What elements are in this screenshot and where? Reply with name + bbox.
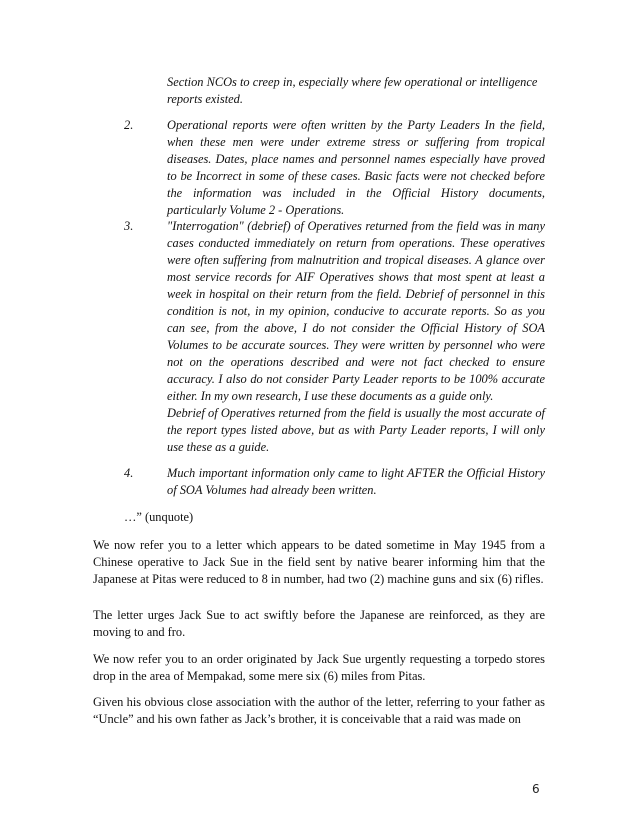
body-paragraph: Given his obvious close association with the author of the letter, referring to your father as “Uncle” and his own father as Jack’s brother, it is conceivable that a raid was made on	[93, 695, 545, 726]
continuation-text: Section NCOs to creep in, especially where few operational or intelligence reports existed.	[167, 75, 538, 106]
page-number: 6	[532, 782, 540, 796]
list-item-3-extra: Debrief of Operatives returned from the field is usually the most accurate of the report types listed above, but as with Party Leader reports, I will only use these as a guide.	[167, 406, 545, 454]
list-text: Much important information only came to light AFTER the Official History of SOA Volumes had already been written.	[167, 466, 545, 497]
body-paragraph: The letter urges Jack Sue to act swiftly before the Japanese are reinforced, as they are moving to and fro.	[93, 608, 545, 639]
list-number: 3.	[124, 219, 134, 233]
list-text: "Interrogation" (debrief) of Operatives returned from the field was in many cases conducted immediately on return from operations. These operatives were often suffering from malnutrition and tropical diseases. A glance over most service records for AIF Operatives shows that most spent at least a week in hospital on their return from the field. Debrief of personnel in this condition is not, in my opinion, conducive to accurate reports. So as you can see, from the above, I do not consider the Official History of SOA Volumes to be accurate sources. They were written by personnel who were not on the operations described and were not fact checked to ensure accuracy. I also do not consider Party Leader reports to be 100% accurate either. In my own research, I use these documents as a guide only.	[167, 219, 545, 403]
body-paragraph: We now refer you to a letter which appears to be dated sometime in May 1945 from a Chinese operative to Jack Sue in the field sent by native bearer informing him that the Japanese at Pitas were reduced to 8 in number, had two (2) machine guns and six (6) rifles.	[93, 538, 545, 586]
body-paragraph: We now refer you to an order originated by Jack Sue urgently requesting a torpedo stores drop in the area of Mempakad, some mere six (6) miles from Pitas.	[93, 652, 545, 683]
list-text: Operational reports were often written by the Party Leaders In the field, when these men were under extreme stress or suffering from tropical diseases. Dates, place names and personnel names especially have proved to be Incorrect in some of these cases. Basic facts were not checked before the information was included in the Official History documents, particularly Volume 2 - Operations.	[167, 118, 545, 217]
unquote-marker: …” (unquote)	[124, 510, 194, 524]
list-number: 4.	[124, 466, 134, 480]
list-number: 2.	[124, 118, 134, 132]
